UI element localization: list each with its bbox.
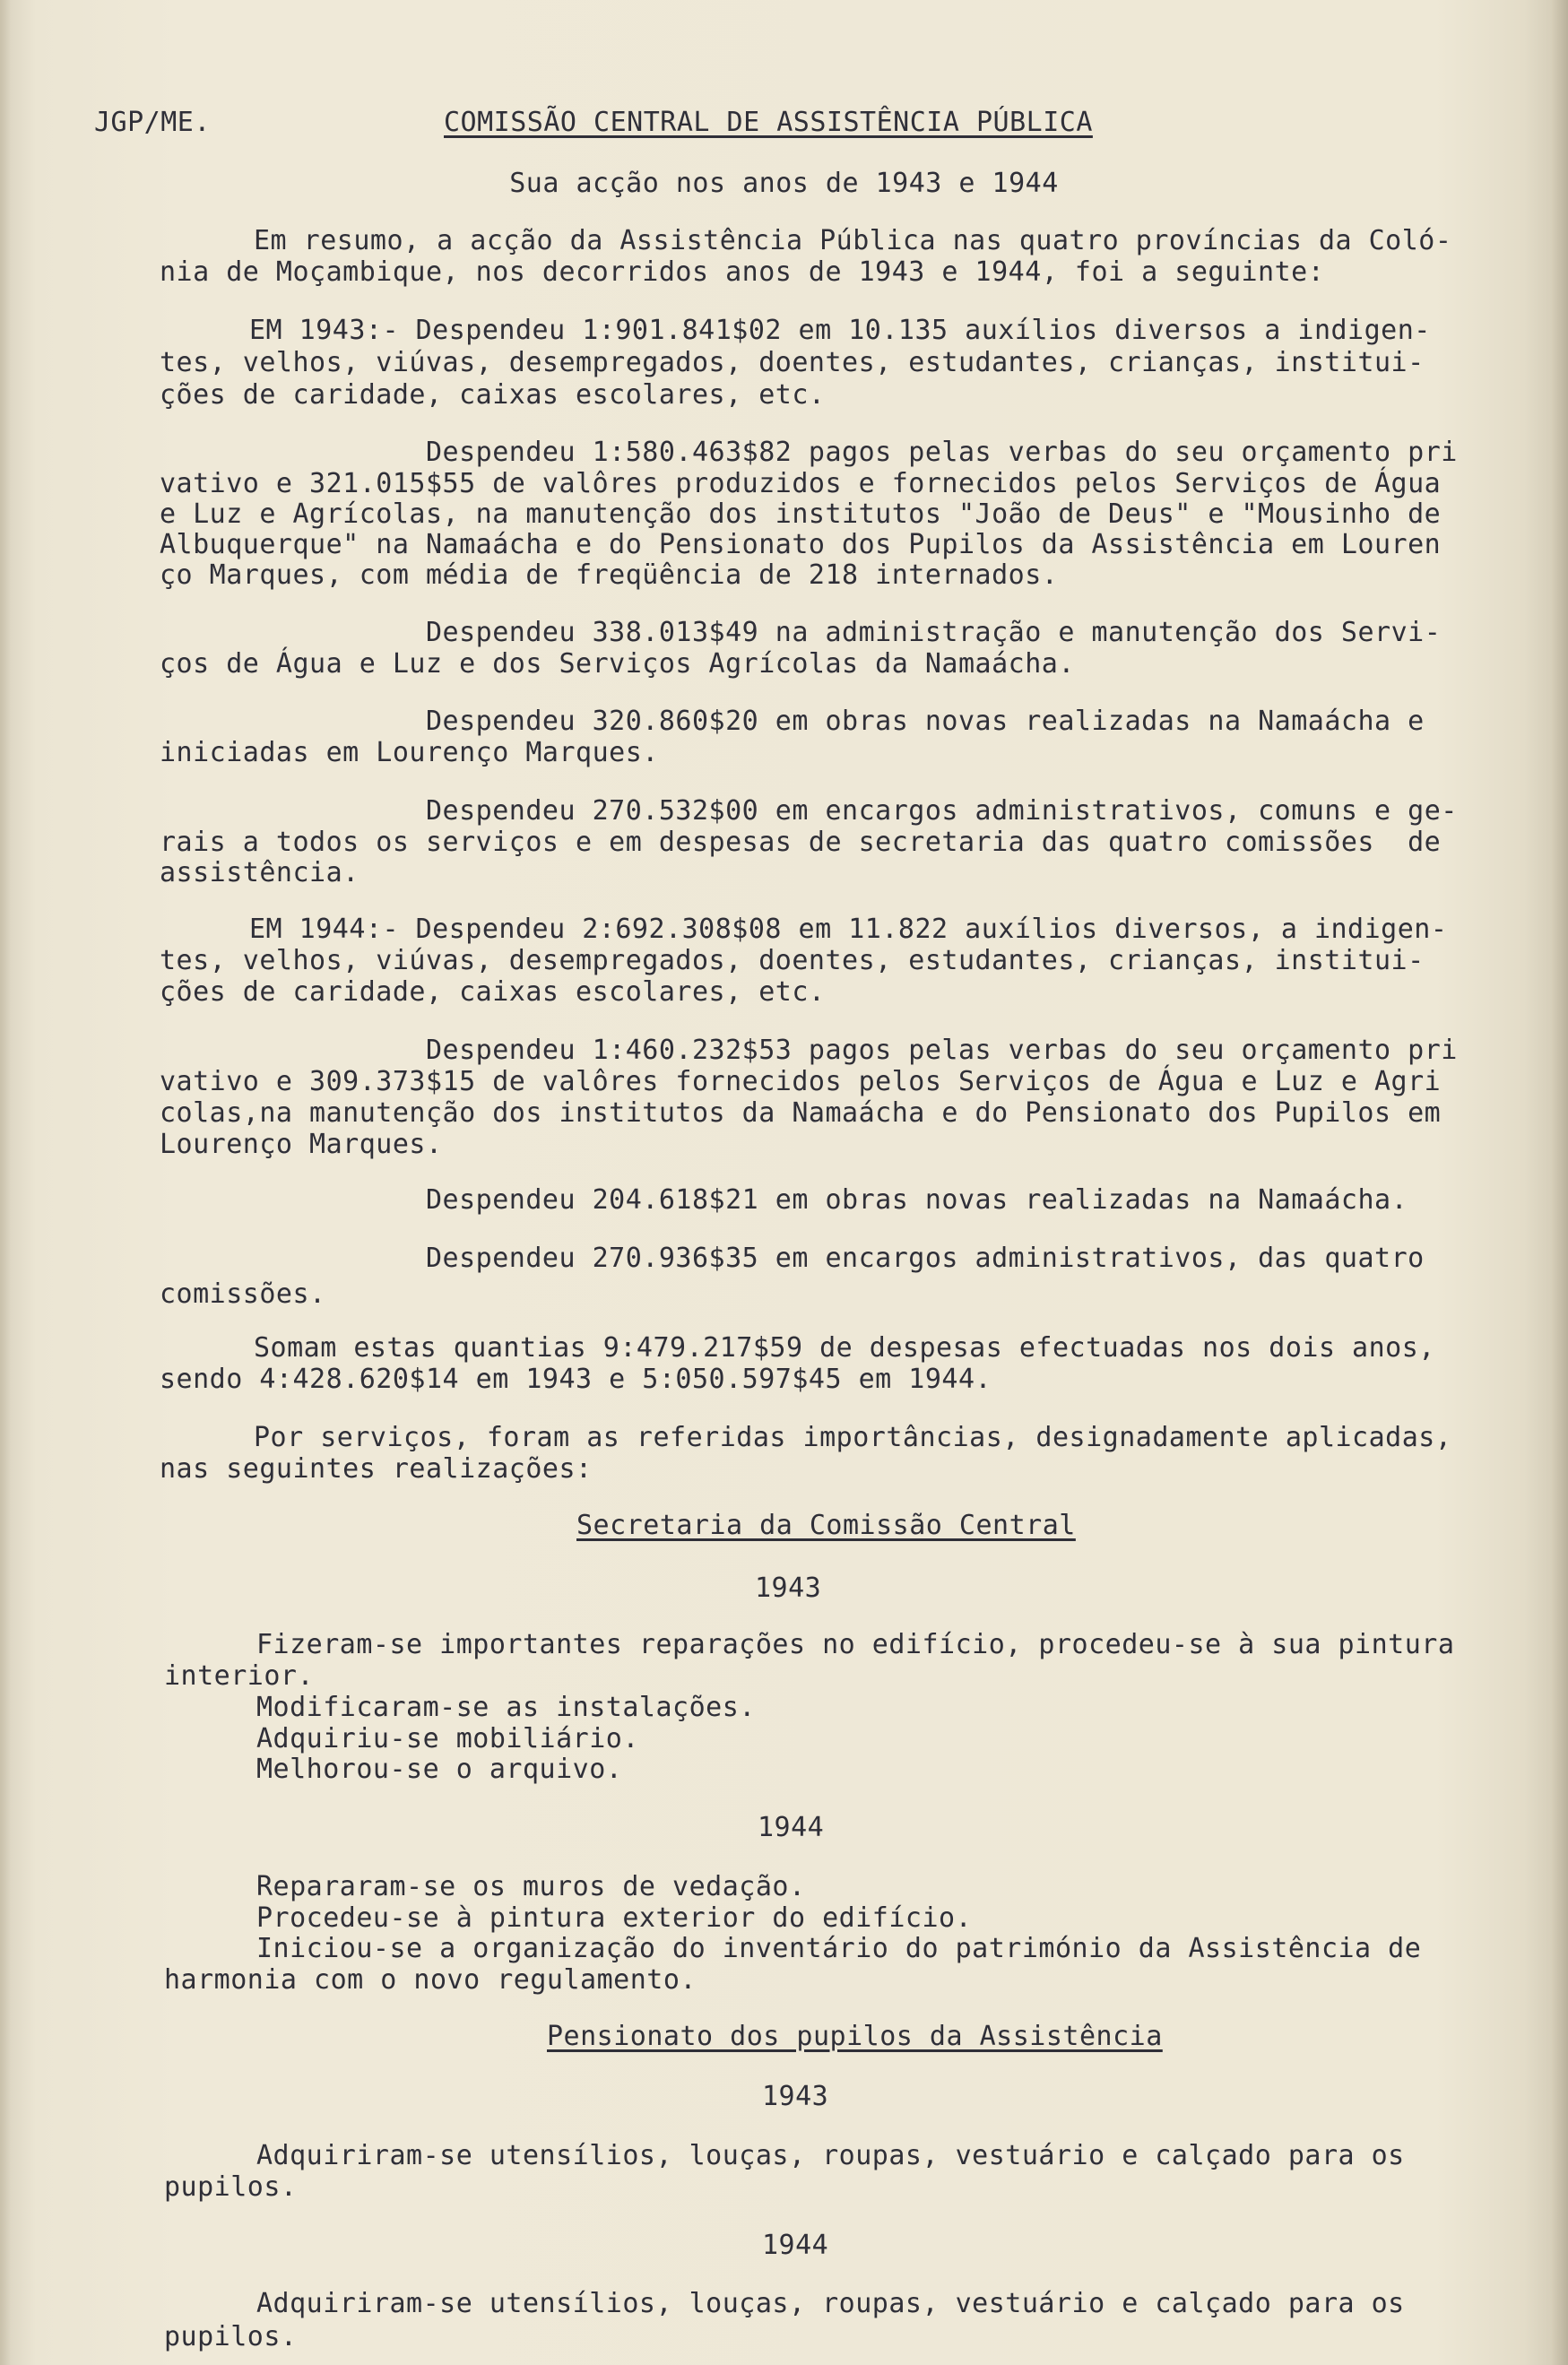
text-line: Despendeu 270.936$35 em encargos administrativos, das quatro [426, 1243, 1425, 1274]
text-line: pupilos. [164, 2171, 298, 2203]
year-heading: 1943 [755, 1572, 822, 1604]
text-line: Procedeu-se à pintura exterior do edifício. [256, 1902, 973, 1934]
text-line: ço Marques, com média de freqüência de 218 internados. [160, 559, 1059, 591]
section-heading: Secretaria da Comissão Central [576, 1510, 1076, 1541]
year-heading: 1944 [758, 1812, 825, 1843]
document-heading: COMISSÃO CENTRAL DE ASSISTÊNCIA PÚBLICA [444, 107, 1093, 138]
section-heading: Pensionato dos pupilos da Assistência [547, 2021, 1163, 2052]
text-line: tes, velhos, viúvas, desempregados, doentes, estudantes, crianças, institui- [160, 945, 1425, 976]
text-line: tes, velhos, viúvas, desempregados, doentes, estudantes, crianças, institui- [160, 347, 1425, 378]
text-line: pupilos. [164, 2321, 298, 2352]
text-line: Fizeram-se importantes reparações no edifício, procedeu-se à sua pintura [256, 1629, 1455, 1660]
text-line: interior. [164, 1660, 315, 1692]
text-line: e Luz e Agrícolas, na manutenção dos institutos "João de Deus" e "Mousinho de [160, 498, 1442, 530]
text-line: Adquiriu-se mobiliário. [256, 1723, 639, 1754]
text-line: Despendeu 338.013$49 na administração e manutenção dos Servi- [426, 617, 1442, 648]
text-line: Repararam-se os muros de vedação. [256, 1871, 806, 1902]
text-line: sendo 4:428.620$14 em 1943 e 5:050.597$45 em 1944. [160, 1364, 992, 1395]
text-line: comissões. [160, 1278, 326, 1310]
text-line: Despendeu 320.860$20 em obras novas realizadas na Namaácha e [426, 706, 1425, 737]
page-shadow-left [0, 0, 11, 2365]
text-line: Somam estas quantias 9:479.217$59 de despesas efectuadas nos dois anos, [254, 1332, 1435, 1364]
text-line: Despendeu 1:460.232$53 pagos pelas verbas do seu orçamento pri [426, 1035, 1458, 1066]
text-line: Por serviços, foram as referidas importâncias, designadamente aplicadas, [254, 1422, 1452, 1453]
text-line: Iniciou-se a organização do inventário do património da Assistência de [256, 1933, 1422, 1964]
text-line: vativo e 321.015$55 de valôres produzidos e fornecidos pelos Serviços de Água [160, 468, 1442, 499]
text-line: vativo e 309.373$15 de valôres fornecidos pelos Serviços de Água e Luz e Agri [160, 1066, 1442, 1097]
text-line: harmonia com o novo regulamento. [164, 1964, 697, 1996]
text-line: ções de caridade, caixas escolares, etc. [160, 379, 826, 411]
text-line: Albuquerque" na Namaácha e do Pensionato dos Pupilos da Assistência em Louren [160, 529, 1442, 560]
text-line: ços de Água e Luz e dos Serviços Agrícolas da Namaácha. [160, 648, 1075, 680]
text-line: iniciadas em Lourenço Marques. [160, 737, 659, 768]
text-line: ções de caridade, caixas escolares, etc. [160, 976, 826, 1008]
text-line: Despendeu 204.618$21 em obras novas realizadas na Namaácha. [426, 1184, 1408, 1216]
text-line: Modificaram-se as instalações. [256, 1692, 756, 1723]
text-line: nia de Moçambique, nos decorridos anos de 1943 e 1944, foi a seguinte: [160, 256, 1325, 288]
document-subtitle: Sua acção nos anos de 1943 e 1944 [509, 168, 1059, 199]
text-line: Lourenço Marques. [160, 1129, 443, 1160]
text-line: rais a todos os serviços e em despesas de secretaria das quatro comissões de [160, 827, 1442, 858]
text-line: colas,na manutenção dos institutos da Namaácha e do Pensionato dos Pupilos em [160, 1097, 1442, 1129]
text-line: Adquiriram-se utensílios, louças, roupas, vestuário e calçado para os [256, 2288, 1405, 2319]
text-line: Em resumo, a acção da Assistência Pública nas quatro províncias da Coló- [254, 225, 1452, 256]
page-binding-edge [1552, 0, 1568, 2365]
text-line: assistência. [160, 857, 360, 888]
year-heading: 1944 [762, 2230, 829, 2261]
text-line: Despendeu 1:580.463$82 pagos pelas verbas do seu orçamento pri [426, 437, 1458, 468]
document-reference: JGP/ME. [94, 107, 211, 138]
text-line: Despendeu 270.532$00 em encargos administrativos, comuns e ge- [426, 795, 1458, 827]
text-line: EM 1944:- Despendeu 2:692.308$08 em 11.822 auxílios diversos, a indigen- [249, 914, 1448, 945]
text-line: Melhorou-se o arquivo. [256, 1754, 623, 1785]
text-line: Adquiriram-se utensílios, louças, roupas, vestuário e calçado para os [256, 2140, 1405, 2171]
text-line: nas seguintes realizações: [160, 1453, 593, 1485]
text-line: EM 1943:- Despendeu 1:901.841$02 em 10.135 auxílios diversos a indigen- [249, 315, 1431, 346]
year-heading: 1943 [762, 2081, 829, 2112]
